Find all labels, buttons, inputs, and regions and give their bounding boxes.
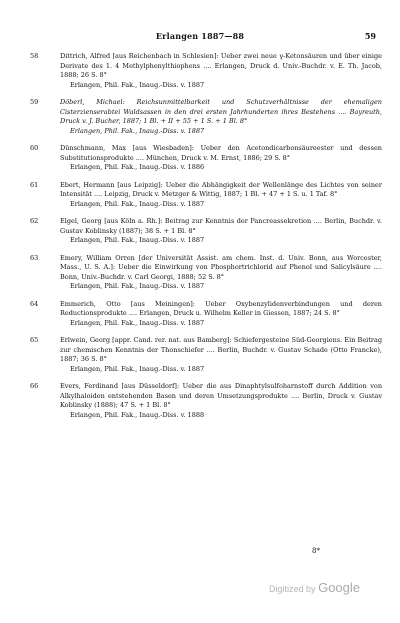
entry-dissertation-note: Erlangen, Phil. Fak., Inaug.-Diss. v. 1887 [70,364,205,373]
entry-number: 62 [30,217,39,225]
entry-number: 65 [30,336,39,344]
bibliography-entry [30,300,382,329]
signature-mark: 8* [312,547,320,555]
google-watermark [269,580,360,595]
bibliography-entry [30,382,382,420]
bibliography-entry [30,144,382,173]
entry-number: 63 [30,253,39,262]
entry-dissertation-note: Erlangen, Phil. Fak., Inaug.-Diss. v. 1887 [70,80,205,89]
entry-citation: Döberl, Michael: Reichsunmittelbarkeit und Schutzverhältnisse der ehemaligen Cisterzienserabtei Waldsassen in den drei ersten Jahrhunderten ihres Bestehens .... Bayreuth, Druck v. J. Bucher, 1887; 1 Bl. + II + 55 + 1 S. + 1 Bl. 8° [60,98,382,125]
google-logo: Google [318,580,360,595]
entry-citation: Ebert, Hermann [aus Leipzig]: Ueber die Abhängigkeit der Wellenlänge des Lichtes von seiner Intensität .... Leipzig, Druck v. Metzger & Wittig, 1887; 1 Bl. + 47 + 1 S. u. 1 Taf. 8° [60,180,382,198]
watermark-prefix: Digitized by [269,584,316,594]
bibliography-entry [30,98,382,136]
running-title: Erlangen 1887—88 [155,31,245,41]
page-number: 59 [364,31,376,41]
entry-number: 66 [30,382,39,390]
entry-number: 64 [30,299,39,308]
entry-citation: Dittrich, Alfred [aus Reichenbach in Schlesien]: Ueber zwei neue γ-Ketonsäuren und über einige Derivate des 1. 4 Methylphenylthiophens .... Erlangen, Druck d. Univ.-Buchdr. v. E. Th. Jacob, 1888; 26 S. 8° [60,52,382,79]
entry-number: 59 [30,98,39,106]
entry-dissertation-note: Erlangen, Phil. Fak., Inaug.-Diss. v. 1887 [70,318,205,327]
entry-citation: Evers, Ferdinand [aus Düsseldorf]: Ueber die aus Dinaphtylsulfoharnstoff durch Addition von Alkylhaloiden entstehenden Basen und deren Umsetzungsprodukte .... Berlin, Druck v. Gustav Koblinsky (1888); 47 S. + 1 Bl. 8° [60,382,382,409]
entry-dissertation-note: Erlangen, Phil. Fak., Inaug.-Diss. v. 1888 [70,410,205,419]
entry-number: 58 [30,52,39,60]
entry-citation: Erlwein, Georg [appr. Cand. rer. nat. aus Bamberg]: Schiefergesteine Süd-Georgiens. Ein Beitrag zur chemischen Kenntnis der Thonschiefer .... Berlin, Buchdr. v. Gustav Schade (Otto Francke), 1887; 36 S. 8° [60,336,382,363]
entry-dissertation-note: Erlangen, Phil. Fak., Inaug.-Diss. v. 1886 [70,163,205,171]
entry-list [30,52,382,428]
bibliography-entry [30,181,382,210]
entry-citation: Elgel, Georg [aus Köln a. Rh.]: Beitrag zur Kenntnis der Pancreassekretion .... Berlin, Buchdr. v. Gustav Koblinsky (1887); 38 S. + 1 Bl. 8° [60,217,382,235]
bibliography-entry [30,254,382,292]
entry-citation: Dünschmann, Max [aus Wiesbaden]: Ueber den Acetondicarbonsäureester und dessen Substitutionsprodukte .... München, Druck v. M. Ernst, 1886; 29 S. 8° [60,144,382,162]
entry-citation: Emmerich, Otto [aus Meiningen]: Ueber Oxybenzylidenverbindungen und deren Reductionsprodukte .... Erlangen, Druck u. Wilhelm Keller in Giessen, 1887; 24 S. 8° [60,299,382,317]
bibliography-entry [30,52,382,90]
bibliography-entry [30,217,382,246]
bibliography-entry [30,336,382,374]
page-header [22,31,378,43]
entry-dissertation-note: Erlangen, Phil. Fak., Inaug.-Diss. v. 1887 [70,126,205,135]
entry-dissertation-note: Erlangen, Phil. Fak., Inaug.-Diss. v. 1887 [70,236,205,244]
entry-dissertation-note: Erlangen, Phil. Fak., Inaug.-Diss. v. 1887 [70,199,205,208]
entry-dissertation-note: Erlangen, Phil. Fak., Inaug.-Diss. v. 1887 [70,282,205,290]
entry-number: 61 [30,180,39,189]
entry-number: 60 [30,144,39,152]
entry-citation: Emery, William Orren [der Universität Assist. am chem. Inst. d. Univ. Bonn, aus Worcester, Mass., U. S. A.]: Ueber die Einwirkung von Phosphortrichlorid auf Phenol und Salicylsäure .... Bonn, Univ.-Buchdr. v. Carl Georgi, 1888; 52 S. 8° [60,253,382,281]
